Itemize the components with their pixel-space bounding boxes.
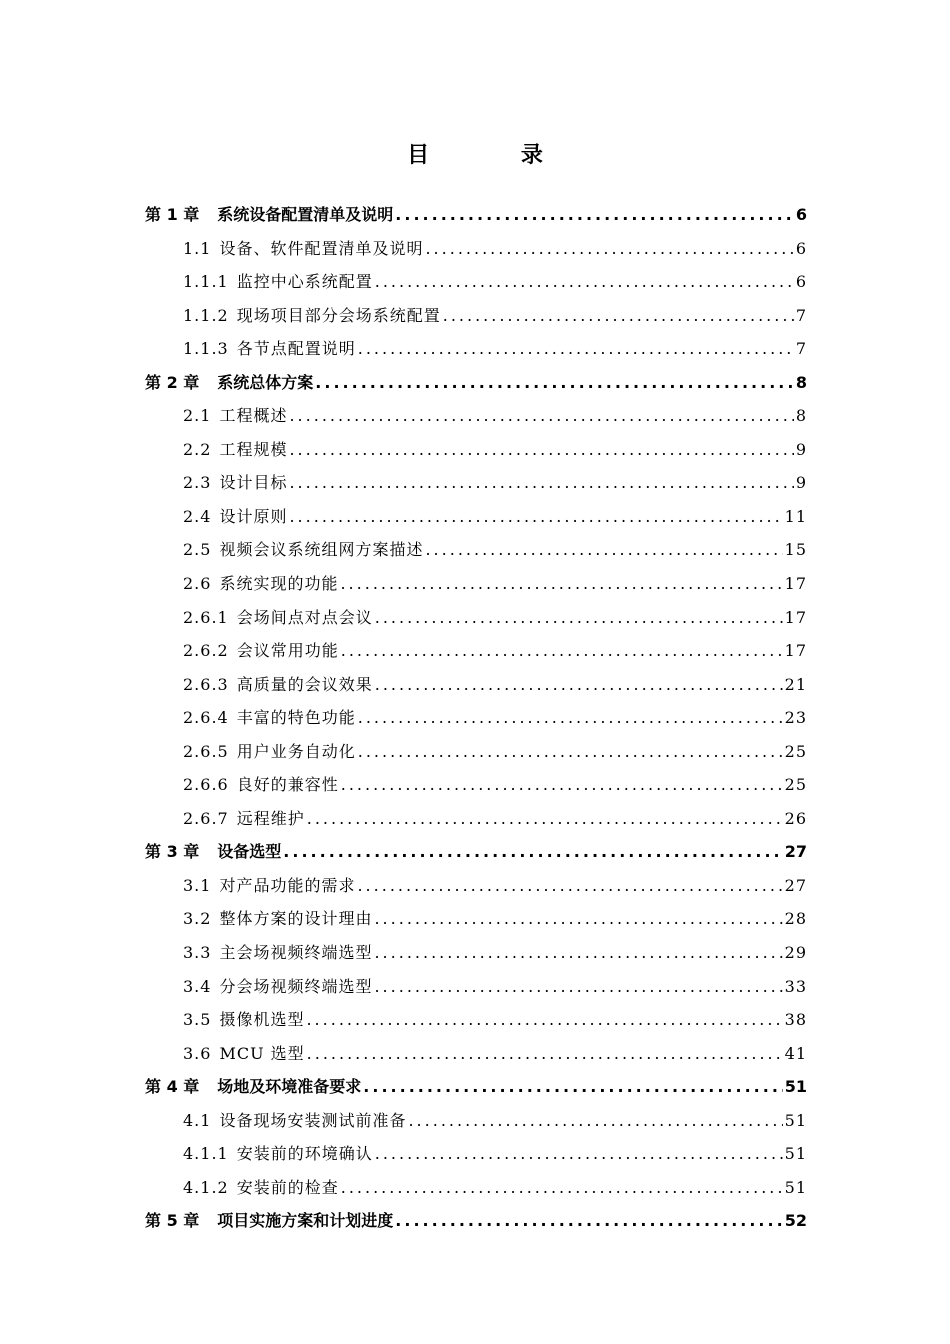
toc-entry-text [183,399,287,433]
toc-entry-number: 1.1.1 [183,272,229,292]
toc-entry-page-number: 17 [784,641,807,661]
toc-entry-14[interactable] [145,634,807,668]
toc-entry-page-number: 51 [784,1144,807,1164]
toc-entry-label: 分会场视频终端选型 [219,976,373,996]
toc-entry-label: 系统设备配置清单及说明 [217,205,394,224]
toc-dot-leader [289,500,782,534]
toc-entry-31[interactable] [145,1204,807,1238]
toc-entry-page-number: 25 [784,741,807,761]
toc-entry-label: 远程维护 [236,808,305,828]
toc-entry-page-number: 15 [784,540,807,560]
toc-entry-number: 2.6.2 [183,641,229,661]
toc-entry-27[interactable] [145,1070,807,1104]
toc-entry-number: 3.5 [183,1010,212,1030]
toc-entry-label: 摄像机选型 [219,1010,305,1030]
toc-entry-number: 4.1.1 [183,1144,229,1164]
toc-entry-9[interactable] [145,466,807,500]
toc-entry-18[interactable] [145,768,807,802]
toc-dot-leader [306,1003,782,1037]
toc-entry-text [145,366,313,400]
toc-entry-number: 2.6.3 [183,674,229,694]
toc-dot-leader [363,1070,782,1104]
toc-entry-12[interactable] [145,567,807,601]
toc-entry-page-number: 17 [784,574,807,594]
toc-entry-number: 3.3 [183,943,212,963]
toc-entry-page-number: 29 [784,943,807,963]
toc-entry-3[interactable] [145,265,807,299]
toc-list [145,198,807,1238]
toc-entry-number: 3.4 [183,976,212,996]
toc-entry-text [183,668,373,702]
toc-entry-number: 2.2 [183,439,212,459]
toc-entry-11[interactable] [145,533,807,567]
toc-entry-2[interactable] [145,232,807,266]
toc-entry-text [183,936,372,970]
toc-entry-page-number: 51 [784,1177,807,1197]
toc-entry-label: 项目实施方案和计划进度 [217,1211,394,1231]
toc-dot-leader [340,567,782,601]
toc-entry-text [183,902,372,936]
toc-entry-15[interactable] [145,668,807,702]
toc-entry-26[interactable] [145,1037,807,1071]
toc-entry-number: 1.1.2 [183,305,229,325]
toc-entry-page-number: 21 [784,674,807,694]
toc-entry-text [183,500,287,534]
toc-entry-text [183,634,339,668]
toc-entry-page-number: 8 [795,372,807,392]
toc-dot-leader [443,299,794,333]
toc-entry-10[interactable] [145,500,807,534]
toc-dot-leader [283,835,782,869]
toc-entry-text [183,970,372,1004]
toc-entry-label: MCU 选型 [219,1043,305,1063]
toc-entry-22[interactable] [145,902,807,936]
toc-entry-4[interactable] [145,299,807,333]
toc-entry-text [183,1003,304,1037]
toc-entry-7[interactable] [145,399,807,433]
toc-entry-page-number: 8 [795,406,807,426]
toc-entry-label: 设备、软件配置清单及说明 [219,238,424,258]
toc-entry-number: 4.1 [183,1110,212,1130]
toc-title: 目 录 [407,143,585,168]
toc-entry-page-number: 28 [784,909,807,929]
toc-entry-number: 2.5 [183,540,212,560]
toc-dot-leader [374,902,782,936]
toc-entry-number: 2.6.4 [183,708,229,728]
toc-entry-text [145,835,281,869]
toc-entry-label: 对产品功能的需求 [219,875,356,895]
toc-entry-text [183,869,355,903]
toc-entry-text [183,265,373,299]
toc-entry-5[interactable] [145,332,807,366]
toc-entry-text [183,433,287,467]
toc-dot-leader [357,869,782,903]
toc-entry-page-number: 7 [795,305,807,325]
toc-entry-13[interactable] [145,601,807,635]
toc-entry-23[interactable] [145,936,807,970]
toc-entry-number: 2.4 [183,506,212,526]
toc-entry-24[interactable] [145,970,807,1004]
toc-entry-number: 2.6 [183,574,212,594]
toc-entry-page-number: 41 [784,1043,807,1063]
toc-dot-leader [375,1137,783,1171]
toc-entry-label: 系统总体方案 [217,372,314,392]
toc-dot-leader [374,936,782,970]
toc-entry-label: 良好的兼容性 [236,775,339,795]
toc-entry-page-number: 52 [784,1211,807,1231]
toc-dot-leader [425,533,782,567]
toc-entry-page-number: 6 [795,272,807,292]
toc-entry-label: 整体方案的设计理由 [219,909,373,929]
toc-entry-label: 高质量的会议效果 [236,674,373,694]
toc-dot-leader [375,265,794,299]
toc-entry-label: 现场项目部分会场系统配置 [236,305,441,325]
toc-entry-text [145,1070,361,1104]
toc-entry-25[interactable] [145,1003,807,1037]
toc-entry-text [183,332,356,366]
toc-dot-leader [289,433,793,467]
toc-entry-number: 3.1 [183,875,212,895]
toc-entry-number: 1.1 [183,238,212,258]
toc-entry-page-number: 27 [784,875,807,895]
toc-entry-17[interactable] [145,735,807,769]
toc-entry-number: 2.6.1 [183,607,229,627]
toc-dot-leader [375,601,783,635]
toc-entry-label: 系统实现的功能 [219,574,339,594]
toc-entry-20[interactable] [145,835,807,869]
toc-entry-6[interactable] [145,366,807,400]
toc-entry-number: 第 3 章 [145,842,200,862]
toc-entry-label: 工程概述 [219,406,288,426]
toc-entry-text [183,601,373,635]
toc-entry-text [183,299,441,333]
toc-entry-1[interactable] [145,198,807,232]
toc-entry-label: 视频会议系统组网方案描述 [219,540,424,560]
toc-entry-page-number: 33 [784,976,807,996]
toc-dot-leader [307,1037,783,1071]
toc-dot-leader [289,466,793,500]
toc-entry-text [183,1037,305,1071]
toc-dot-leader [341,1171,783,1205]
toc-entry-label: 会场间点对点会议 [236,607,373,627]
toc-dot-leader [374,970,782,1004]
toc-entry-text [145,1204,393,1238]
toc-entry-text [183,567,338,601]
toc-dot-leader [315,366,794,400]
toc-dot-leader [375,668,783,702]
toc-entry-label: 安装前的环境确认 [236,1144,373,1164]
toc-entry-page-number: 23 [784,708,807,728]
toc-entry-label: 监控中心系统配置 [236,272,373,292]
toc-entry-label: 设备选型 [217,842,282,862]
toc-entry-8[interactable] [145,433,807,467]
toc-entry-page-number: 25 [784,775,807,795]
toc-entry-text [145,198,393,232]
toc-entry-page-number: 26 [784,808,807,828]
toc-entry-text [183,701,356,735]
toc-entry-number: 2.3 [183,473,212,493]
toc-dot-leader [341,634,783,668]
toc-entry-page-number: 6 [795,205,807,224]
toc-entry-label: 设备现场安装测试前准备 [219,1110,407,1130]
toc-dot-leader [425,232,793,266]
toc-dot-leader [341,768,783,802]
toc-entry-label: 主会场视频终端选型 [219,943,373,963]
toc-entry-page-number: 11 [784,506,807,526]
toc-entry-21[interactable] [145,869,807,903]
toc-entry-page-number: 27 [784,842,807,862]
toc-entry-29[interactable] [145,1137,807,1171]
toc-entry-number: 第 5 章 [145,1211,200,1231]
toc-entry-label: 工程规模 [219,439,288,459]
toc-entry-page-number: 51 [784,1110,807,1130]
toc-entry-number: 2.1 [183,406,212,426]
toc-entry-page-number: 7 [795,339,807,359]
toc-entry-text [183,232,423,266]
toc-entry-text [183,1104,406,1138]
toc-entry-number: 2.6.6 [183,775,229,795]
toc-entry-number: 2.6.7 [183,808,229,828]
toc-entry-text [183,1171,339,1205]
toc-entry-label: 设计目标 [219,473,288,493]
toc-entry-label: 丰富的特色功能 [236,708,356,728]
toc-dot-leader [358,701,783,735]
toc-entry-text [183,802,305,836]
toc-dot-leader [358,735,783,769]
toc-entry-number: 3.6 [183,1043,212,1063]
toc-entry-text [183,466,287,500]
toc-entry-text [183,1137,373,1171]
toc-dot-leader [395,1204,782,1238]
toc-dot-leader [307,802,783,836]
toc-entry-28[interactable] [145,1104,807,1138]
toc-entry-text [183,768,339,802]
toc-entry-number: 3.2 [183,909,212,929]
toc-dot-leader [395,198,794,232]
toc-entry-number: 第 2 章 [145,372,200,392]
toc-entry-text [183,735,356,769]
toc-entry-page-number: 51 [784,1077,807,1097]
toc-entry-label: 安装前的检查 [236,1177,339,1197]
toc-dot-leader [358,332,794,366]
toc-entry-number: 1.1.3 [183,339,229,359]
toc-entry-page-number: 9 [795,439,807,459]
toc-entry-page-number: 9 [795,473,807,493]
toc-entry-label: 会议常用功能 [236,641,339,661]
toc-entry-label: 场地及环境准备要求 [217,1077,362,1097]
toc-entry-number: 第 4 章 [145,1077,200,1097]
toc-dot-leader [408,1104,782,1138]
toc-entry-label: 用户业务自动化 [236,741,356,761]
toc-entry-page-number: 38 [784,1010,807,1030]
toc-entry-page-number: 6 [795,238,807,258]
toc-entry-16[interactable] [145,701,807,735]
toc-entry-label: 设计原则 [219,506,288,526]
toc-entry-label: 各节点配置说明 [236,339,356,359]
toc-entry-number: 2.6.5 [183,741,229,761]
toc-entry-text [183,533,423,567]
toc-entry-page-number: 17 [784,607,807,627]
toc-entry-number: 第 1 章 [145,205,200,224]
toc-entry-30[interactable] [145,1171,807,1205]
toc-entry-number: 4.1.2 [183,1177,229,1197]
toc-entry-19[interactable] [145,802,807,836]
toc-dot-leader [289,399,793,433]
